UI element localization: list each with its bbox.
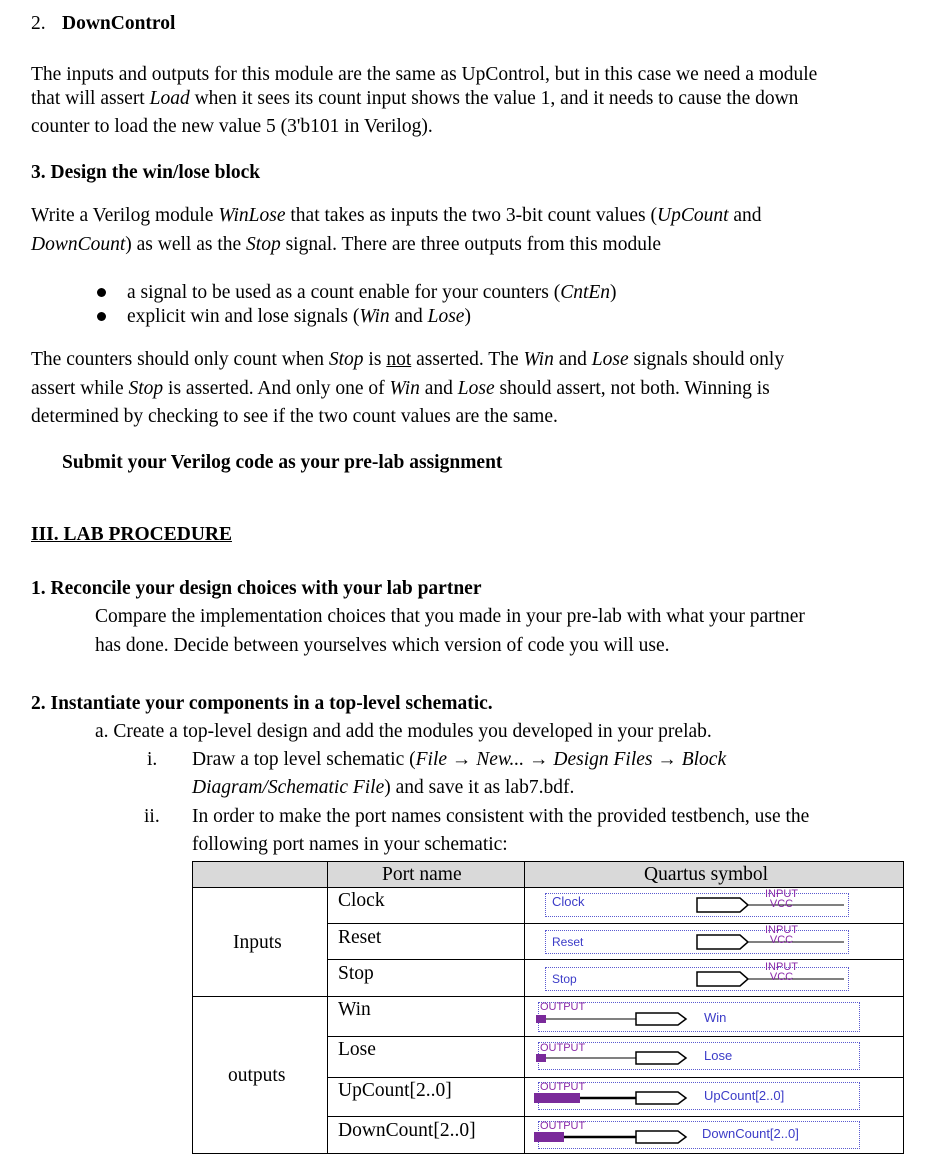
- clock-pin-label: Clock: [552, 894, 585, 909]
- text: when it sees its count input shows the value 1, and it needs to cause the down: [189, 88, 799, 109]
- stop-pin-label: Stop: [552, 972, 577, 986]
- table-row-separator: [192, 996, 904, 997]
- port-lose: Lose: [338, 1039, 376, 1060]
- text: ): [464, 306, 471, 327]
- text: is asserted. And only one of: [163, 378, 390, 399]
- table-row-separator: [327, 1036, 904, 1037]
- reset-input-tag: [765, 926, 798, 946]
- port-win: Win: [338, 999, 371, 1020]
- lose-output-tag: OUTPUT: [540, 1042, 586, 1054]
- table-header-background: [192, 861, 904, 887]
- port-reset: Reset: [338, 927, 382, 948]
- section-2-para-line-3: counter to load the new value 5 (3'b101 in Verilog).: [31, 116, 433, 137]
- port-stop: Stop: [338, 963, 374, 984]
- table-border: [192, 861, 193, 1154]
- text: assert while: [31, 378, 129, 399]
- text: explicit win and lose signals (: [127, 306, 360, 327]
- lose-term: Lose: [457, 378, 495, 399]
- upcount-pin-label: UpCount[2..0]: [704, 1088, 785, 1103]
- section-3-para-line-2: [31, 235, 661, 255]
- section-2-para-line-1: The inputs and outputs for this module are the same as UpControl, but in this case we need a module: [31, 64, 818, 85]
- reset-pin-label: Reset: [552, 935, 584, 949]
- bullet-item-cnten: [127, 283, 617, 303]
- win-output-tag: OUTPUT: [540, 1001, 586, 1013]
- win-term: Win: [523, 349, 554, 370]
- section-2-para-line-2: [31, 89, 798, 109]
- vcc-tag-text: VCC: [769, 897, 794, 910]
- text: signal. There are three outputs from this module: [280, 234, 662, 255]
- group-outputs: outputs: [228, 1065, 286, 1086]
- stop-term: Stop: [128, 378, 164, 399]
- roman-i: i.: [147, 749, 158, 770]
- winlose-term: WinLose: [218, 205, 286, 226]
- port-upcount: UpCount[2..0]: [338, 1080, 452, 1101]
- win-pin-label: Win: [704, 1010, 727, 1025]
- stop-input-tag: [765, 963, 798, 983]
- bullet-dot: [97, 312, 106, 321]
- table-row-separator: [327, 1116, 904, 1117]
- table-border: [903, 861, 904, 1154]
- text: The counters should only count when: [31, 349, 329, 370]
- vcc-tag-text: VCC: [769, 933, 794, 946]
- port-clock: Clock: [338, 890, 385, 911]
- table-row-separator: [327, 1077, 904, 1078]
- text: ) as well as the: [125, 234, 247, 255]
- text: should assert, not both. Winning is: [494, 378, 770, 399]
- group-inputs: Inputs: [233, 932, 282, 953]
- bullet-item-winlose: [127, 307, 471, 327]
- text: that takes as inputs the two 3-bit count values (: [285, 205, 658, 226]
- cnten-term: CntEn: [560, 282, 611, 303]
- text: Write a Verilog module: [31, 205, 219, 226]
- text: and: [728, 205, 762, 226]
- step-1-line-2: has done. Decide between yourselves which version of code you will use.: [95, 635, 670, 656]
- stop-term: Stop: [328, 349, 364, 370]
- load-term: Load: [149, 88, 190, 109]
- step-ii-line-1: In order to make the port names consistent with the provided testbench, use the: [192, 806, 810, 827]
- win-term: Win: [359, 306, 390, 327]
- clock-input-tag: [765, 890, 798, 910]
- stop-term: Stop: [246, 234, 281, 255]
- upcount-output-tag: OUTPUT: [540, 1081, 586, 1093]
- bullet-dot: [97, 288, 106, 297]
- lab-procedure-title: III. LAB PROCEDURE: [31, 524, 232, 545]
- text: is: [363, 349, 387, 370]
- downcount-pin-label: DownCount[2..0]: [702, 1126, 799, 1141]
- downcount-output-tag: OUTPUT: [540, 1120, 586, 1132]
- text: ): [610, 282, 617, 303]
- step-1-line-1: Compare the implementation choices that you made in your pre-lab with what your partner: [95, 606, 805, 627]
- table-row-separator: [327, 959, 904, 960]
- section-3-rule-line-2: [31, 379, 770, 399]
- text: signals should only: [628, 349, 785, 370]
- step-i-line-2: [192, 778, 574, 798]
- input-tag-text: INPUT: [765, 924, 798, 936]
- table-row-separator: [327, 923, 904, 924]
- text: asserted. The: [411, 349, 524, 370]
- text: ) and save it as lab7.bdf.: [384, 777, 575, 798]
- step-ii-line-2: following port names in your schematic:: [192, 834, 508, 855]
- menu-path: File → New... → Design Files → Block: [415, 749, 727, 770]
- downcount-term: DownCount: [31, 234, 126, 255]
- upcount-term: UpCount: [657, 205, 729, 226]
- section-2-number: 2.: [31, 13, 46, 34]
- text: that will assert: [31, 88, 150, 109]
- vcc-tag-text: VCC: [769, 970, 794, 983]
- input-tag-text: INPUT: [765, 961, 798, 973]
- roman-ii: ii.: [144, 806, 160, 827]
- table-column-separator: [327, 861, 328, 1154]
- lose-term: Lose: [427, 306, 465, 327]
- text: and: [553, 349, 592, 370]
- section-2-heading: DownControl: [62, 13, 176, 34]
- header-quartus-symbol: Quartus symbol: [644, 864, 769, 885]
- section-3-para-line-1: [31, 206, 762, 226]
- submit-instruction: Submit your Verilog code as your pre-lab assignment: [62, 452, 503, 473]
- step-1-heading: 1. Reconcile your design choices with your lab partner: [31, 578, 482, 599]
- text: and: [419, 378, 458, 399]
- menu-path: Diagram/Schematic File: [192, 777, 385, 798]
- input-tag-text: INPUT: [765, 888, 798, 900]
- lose-pin-label: Lose: [704, 1048, 733, 1063]
- not-term: not: [386, 349, 412, 370]
- win-term: Win: [389, 378, 420, 399]
- text: and: [389, 306, 428, 327]
- port-downcount: DownCount[2..0]: [338, 1120, 476, 1141]
- lose-term: Lose: [591, 349, 629, 370]
- section-3-heading: 3. Design the win/lose block: [31, 162, 261, 183]
- text: Draw a top level schematic (: [192, 749, 416, 770]
- step-2-heading: 2. Instantiate your components in a top-level schematic.: [31, 693, 493, 714]
- step-i-line-1: [192, 750, 726, 770]
- section-3-rule-line-3: determined by checking to see if the two count values are the same.: [31, 406, 558, 427]
- table-border: [192, 861, 904, 862]
- header-port-name: Port name: [382, 864, 462, 885]
- table-border: [192, 1153, 904, 1154]
- text: a signal to be used as a count enable for your counters (: [127, 282, 561, 303]
- step-2a: a. Create a top-level design and add the modules you developed in your prelab.: [95, 721, 712, 742]
- section-3-rule-line-1: [31, 350, 784, 370]
- port-name-table: [192, 861, 904, 1154]
- table-column-separator: [524, 861, 525, 1154]
